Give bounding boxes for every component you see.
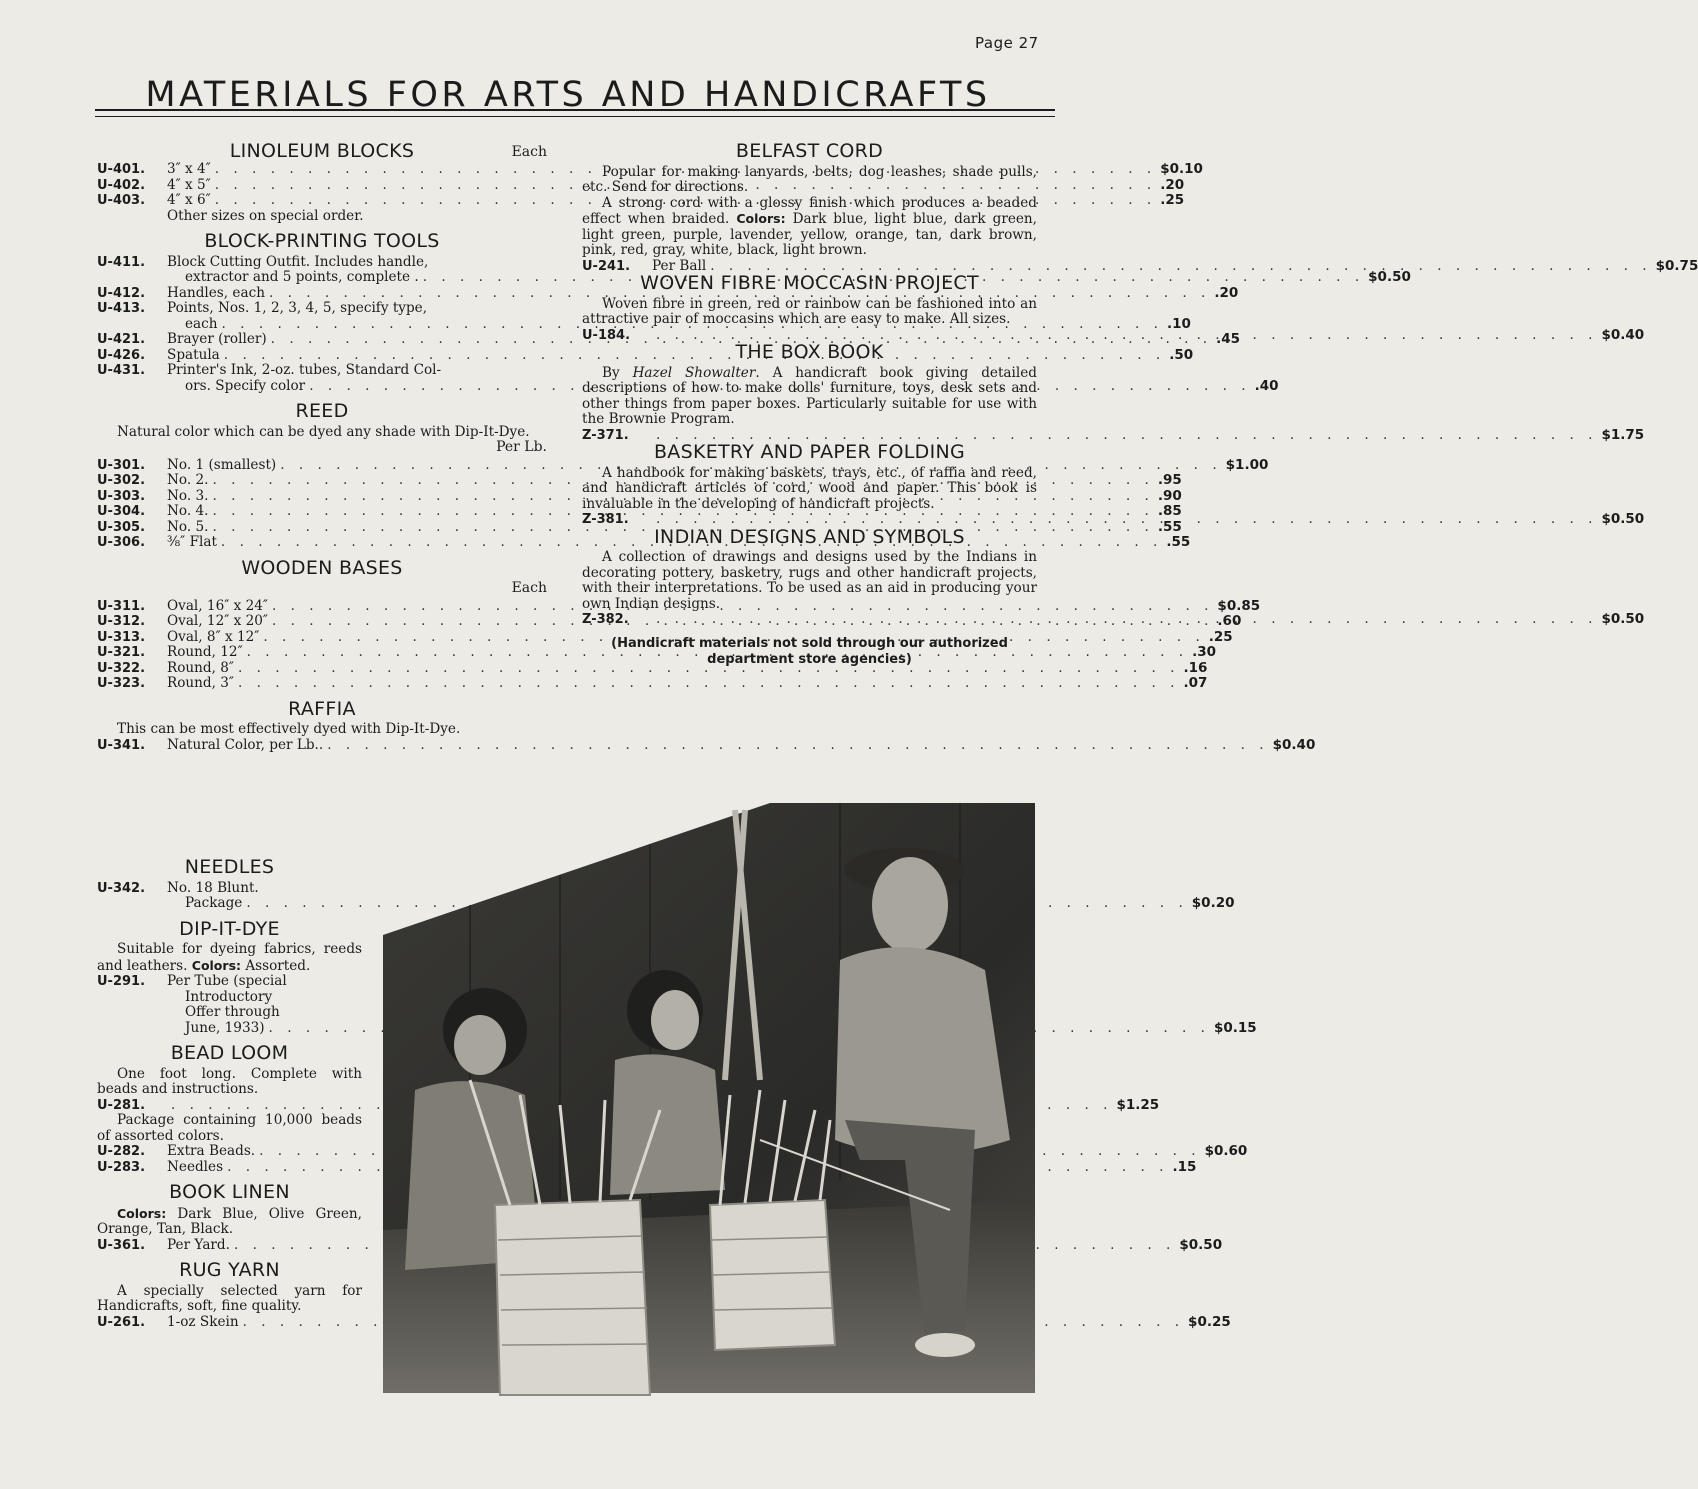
item-description: Extra Beads. [167, 1143, 256, 1159]
item-description: Natural Color, per Lb.. [167, 736, 324, 753]
catalog-item [97, 255, 547, 271]
item-code: U-401. [97, 162, 146, 177]
disclaimer-line: (Handicraft materials not sold through our authorized [611, 635, 1008, 651]
section-heading: BLOCK-PRINTING TOOLS [204, 230, 440, 252]
section-raffia [97, 697, 1316, 754]
section-intro: Natural color which can be dyed any shade with Dip-It-Dye. [117, 423, 530, 440]
item-price: $0.50 [1179, 1236, 1223, 1253]
section-paragraph: A collection of drawings and designs used by the Indians in decorating pottery, basketry, rugs and other handicraft projects, with their interpretations. To be used as an aid in producing your own Indian designs. [582, 549, 1037, 612]
item-code: U-304. [97, 504, 146, 519]
catalog-item-continued [97, 377, 1279, 395]
catalog-item [97, 736, 1316, 754]
colors-label: Colors: [117, 1205, 167, 1221]
item-code: U-301. [97, 457, 146, 473]
section-bead-loom [97, 1042, 1248, 1175]
section-note: Package containing 10,000 beads of assorted colors. [97, 1112, 362, 1144]
item-price: $0.40 [1601, 326, 1645, 343]
item-code: U-312. [97, 614, 146, 629]
catalog-item [97, 974, 362, 990]
unit-label: Per Lb. [496, 439, 547, 455]
catalog-item [97, 1143, 1248, 1160]
item-price: .90 [1157, 487, 1182, 504]
catalog-item [97, 487, 1182, 505]
item-code: U-426. [97, 347, 146, 363]
item-price: .20 [1160, 176, 1185, 193]
section-heading: DIP-IT-DYE [179, 917, 280, 940]
page-title: MATERIALS FOR ARTS AND HANDICRAFTS [145, 75, 991, 116]
page-number: Page 27 [975, 34, 1039, 52]
item-price: $0.60 [1204, 1143, 1248, 1159]
item-code: U-241. [582, 258, 631, 274]
item-price: $0.40 [1272, 736, 1316, 753]
catalog-item [97, 456, 1269, 474]
unit-label: Each [511, 143, 547, 160]
item-description: Per Ball [652, 257, 707, 274]
item-description: Points, Nos. 1, 2, 3, 4, 5, specify type, [167, 300, 428, 316]
catalog-item [97, 675, 1208, 692]
item-price: $0.25 [1188, 1313, 1231, 1330]
colors-label: Colors: [191, 957, 242, 973]
item-description: Per Tube (special [167, 973, 287, 989]
leader-dots [255, 1144, 1204, 1160]
item-price: .55 [1166, 534, 1191, 550]
item-price: $1.25 [1116, 1096, 1160, 1113]
item-price: .10 [1166, 315, 1191, 332]
item-code: U-361. [97, 1237, 146, 1253]
item-description: Needles [167, 1158, 224, 1175]
item-code: Z-382. [582, 612, 629, 627]
item-price: .25 [1208, 628, 1233, 645]
item-code: U-184. [582, 327, 631, 343]
section-heading: NEEDLES [184, 856, 275, 878]
item-price: .07 [1183, 675, 1208, 691]
item-code: U-421. [97, 332, 146, 347]
item-description: Spatula [167, 346, 220, 363]
item-code: U-283. [97, 1159, 146, 1175]
section-paragraph: Woven fibre in green, red or rainbow can be fashioned into an attractive pair of moccasins which are easy to make. All sizes. [582, 295, 1037, 327]
catalog-item-continued [97, 315, 1191, 333]
item-description: 3″ x 4″ [167, 161, 211, 177]
item-code: U-431. [97, 363, 146, 378]
item-description: 4″ x 5″ [167, 176, 211, 193]
item-description: Oval, 16″ x 24″ [167, 597, 268, 614]
catalog-item [97, 1313, 1231, 1331]
catalog-item [97, 192, 1185, 209]
item-price: .55 [1157, 518, 1182, 535]
catalog-item [97, 597, 1261, 615]
leader-dots [234, 676, 1183, 692]
unit-label: Each [511, 580, 547, 596]
colors-text: Dark blue, light blue, dark green, light green, purple, lavender, yellow, orange, tan, dark brown, pink, red, gray, white, black, light brown. [582, 211, 1037, 258]
catalog-item [97, 1158, 1197, 1176]
item-code: U-322. [97, 660, 146, 676]
item-code: U-303. [97, 488, 146, 504]
item-description: No. 4. [167, 503, 209, 519]
item-description: Round, 12″ [167, 644, 243, 660]
item-price: .30 [1192, 644, 1217, 660]
catalog-item [97, 161, 1203, 178]
title-rule-thin [95, 116, 1055, 117]
catalog-item-continued [97, 1019, 1257, 1037]
item-price: .15 [1172, 1158, 1197, 1175]
item-code: Z-371. [582, 427, 629, 443]
colors-text: Assorted. [245, 957, 311, 974]
leader-dots [323, 738, 1272, 754]
item-description: ⅜″ Flat [167, 534, 217, 550]
paragraph-text: . A handicraft book giving detailed descriptions of how to make dolls' furniture, toys, desk sets and other things from paper boxes. Particularly suitable for use with the Brownie Program. [582, 364, 1037, 427]
paragraph-text: A strong cord with a glossy finish which produces a beaded effect when braided. [582, 194, 1037, 227]
catalog-item [97, 1096, 1160, 1114]
section-heading: RAFFIA [288, 697, 356, 720]
item-description: Offer through [185, 1004, 280, 1020]
leader-dots [652, 612, 1601, 628]
item-description: Oval, 8″ x 12″ [167, 628, 260, 645]
section-paragraph [582, 196, 1037, 259]
catalog-item [97, 301, 547, 317]
item-code: U-305. [97, 519, 146, 535]
section-intro: One foot long. Complete with beads and instructions. [97, 1065, 362, 1097]
item-price: $1.00 [1225, 456, 1269, 473]
item-description: Block Cutting Outfit. Includes handle, [167, 253, 429, 270]
item-code: U-311. [97, 598, 146, 614]
leader-dots [230, 1238, 1179, 1254]
section-intro: This can be most effectively dyed with Dip-It-Dye. [117, 721, 461, 737]
paragraph-text: By [602, 364, 620, 381]
item-code: U-412. [97, 285, 146, 301]
section-intro [97, 1206, 362, 1238]
item-description: 4″ x 6″ [167, 192, 211, 208]
disclaimer [582, 636, 1037, 668]
section-dip-it-dye [97, 917, 1257, 1037]
author-name: Hazel Showalter [632, 364, 756, 381]
section-heading: REED [295, 400, 349, 422]
section-heading: WOVEN FIBRE MOCCASIN PROJECT [640, 272, 979, 294]
catalog-item [97, 1236, 1223, 1254]
item-description: Round, 3″ [167, 675, 234, 691]
leader-dots [242, 896, 1191, 912]
item-code: U-341. [97, 737, 146, 753]
item-description: Brayer (roller) [167, 331, 267, 347]
item-price: $0.50 [1601, 511, 1645, 527]
catalog-item [97, 881, 362, 897]
item-code: Z-381. [582, 512, 629, 527]
item-code: U-306. [97, 535, 146, 550]
section-heading: WOODEN BASES [241, 556, 403, 579]
catalog-item [97, 472, 1182, 489]
item-price: .20 [1214, 284, 1239, 301]
item-code: U-321. [97, 645, 146, 660]
item-price: $0.10 [1160, 161, 1203, 177]
catalog-item [97, 284, 1239, 302]
item-price: .50 [1169, 346, 1194, 363]
section-paragraph: Popular for making lanyards, belts, dog leashes, shade pulls, etc. Send for directions. [582, 163, 1037, 195]
item-code: U-313. [97, 629, 146, 645]
item-code: U-323. [97, 676, 146, 691]
item-description: No. 3. [167, 487, 209, 504]
item-code: U-411. [97, 254, 146, 270]
item-code: U-302. [97, 473, 146, 488]
item-code: U-261. [97, 1314, 146, 1330]
item-code: U-402. [97, 177, 146, 193]
title-rule-thick [95, 109, 1055, 111]
item-description: June, 1933) [185, 1019, 265, 1036]
disclaimer-line: department store agencies) [707, 651, 912, 667]
item-price: .45 [1216, 331, 1241, 347]
item-description: Handles, each [167, 284, 265, 301]
item-code: U-291. [97, 974, 146, 989]
item-code: U-413. [97, 301, 146, 316]
leader-dots [239, 1315, 1188, 1331]
item-price: $0.75 [1655, 257, 1698, 274]
section-needles [97, 856, 1235, 912]
item-price: .40 [1254, 377, 1279, 394]
item-price: .16 [1183, 659, 1208, 676]
item-description: extractor and 5 points, complete . [185, 269, 419, 285]
item-code: U-342. [97, 880, 146, 896]
section-intro [97, 942, 362, 974]
colors-label: Colors: [736, 211, 786, 226]
section-intro: A specially selected yarn for Handicrafts, soft, fine quality. [97, 1282, 362, 1314]
section-paragraph [582, 366, 1037, 428]
catalog-item-continued [97, 895, 1235, 912]
leader-dots [265, 1021, 1214, 1037]
item-description: Introductory [185, 988, 273, 1005]
section-heading: LINOLEUM BLOCKS [229, 140, 415, 162]
catalog-item [97, 363, 547, 379]
item-description: No. 2. [167, 472, 209, 488]
item-price: .25 [1160, 192, 1185, 208]
item-description: No. 5. [167, 518, 209, 535]
item-description: No. 18 Blunt. [167, 879, 259, 896]
item-description: each [185, 315, 218, 332]
item-description: Package [185, 895, 243, 911]
section-heading: BELFAST CORD [735, 140, 884, 162]
section-heading: BOOK LINEN [169, 1181, 290, 1203]
basket-right [710, 1090, 950, 1350]
item-code: U-281. [97, 1097, 146, 1113]
section-heading: INDIAN DESIGNS AND SYMBOLS [654, 525, 965, 548]
section-heading: BEAD LOOM [170, 1042, 289, 1064]
section-heading: THE BOX BOOK [735, 341, 884, 363]
item-description: 1-oz Skein [167, 1313, 239, 1330]
item-price: $1.75 [1601, 426, 1645, 443]
item-price: $0.85 [1217, 597, 1261, 614]
item-description: No. 1 (smallest) [167, 456, 277, 473]
item-price: $0.50 [1601, 611, 1645, 627]
item-description: ors. Specify color [185, 377, 306, 394]
section-rug-yarn [97, 1259, 1231, 1330]
leader-dots [223, 1160, 1172, 1176]
section-book-linen [97, 1181, 1223, 1253]
item-description: Per Yard. [167, 1236, 230, 1253]
item-code: U-403. [97, 193, 146, 208]
item-description: Oval, 12″ x 20″ [167, 613, 268, 629]
item-code: U-282. [97, 1144, 146, 1159]
item-price: $0.15 [1213, 1019, 1257, 1036]
section-paragraph: A handbook for making baskets, trays, etc., of raffia and reed, and handicraft articles of cord, wood and paper. This book is invaluable in the developing of handicraft projects. [582, 464, 1037, 512]
item-price: .60 [1217, 613, 1242, 629]
item-price: $0.20 [1191, 895, 1235, 911]
item-price: .85 [1157, 503, 1182, 519]
item-price: $0.50 [1368, 269, 1411, 285]
intro-text: Suitable for dyeing fabrics, reeds and leathers. [97, 941, 362, 974]
lower-left-column [97, 850, 1257, 1330]
section-note: Other sizes on special order. [167, 207, 364, 224]
item-price: .95 [1157, 472, 1182, 488]
section-heading: BASKETRY AND PAPER FOLDING [653, 441, 966, 463]
section-heading: RUG YARN [179, 1259, 280, 1281]
leader-dots [167, 1098, 1116, 1114]
item-description: Round, 8″ [167, 659, 234, 676]
item-description: Printer's Ink, 2-oz. tubes, Standard Col- [167, 362, 442, 378]
colors-text: Dark Blue, Olive Green, Orange, Tan, Black. [97, 1205, 363, 1237]
